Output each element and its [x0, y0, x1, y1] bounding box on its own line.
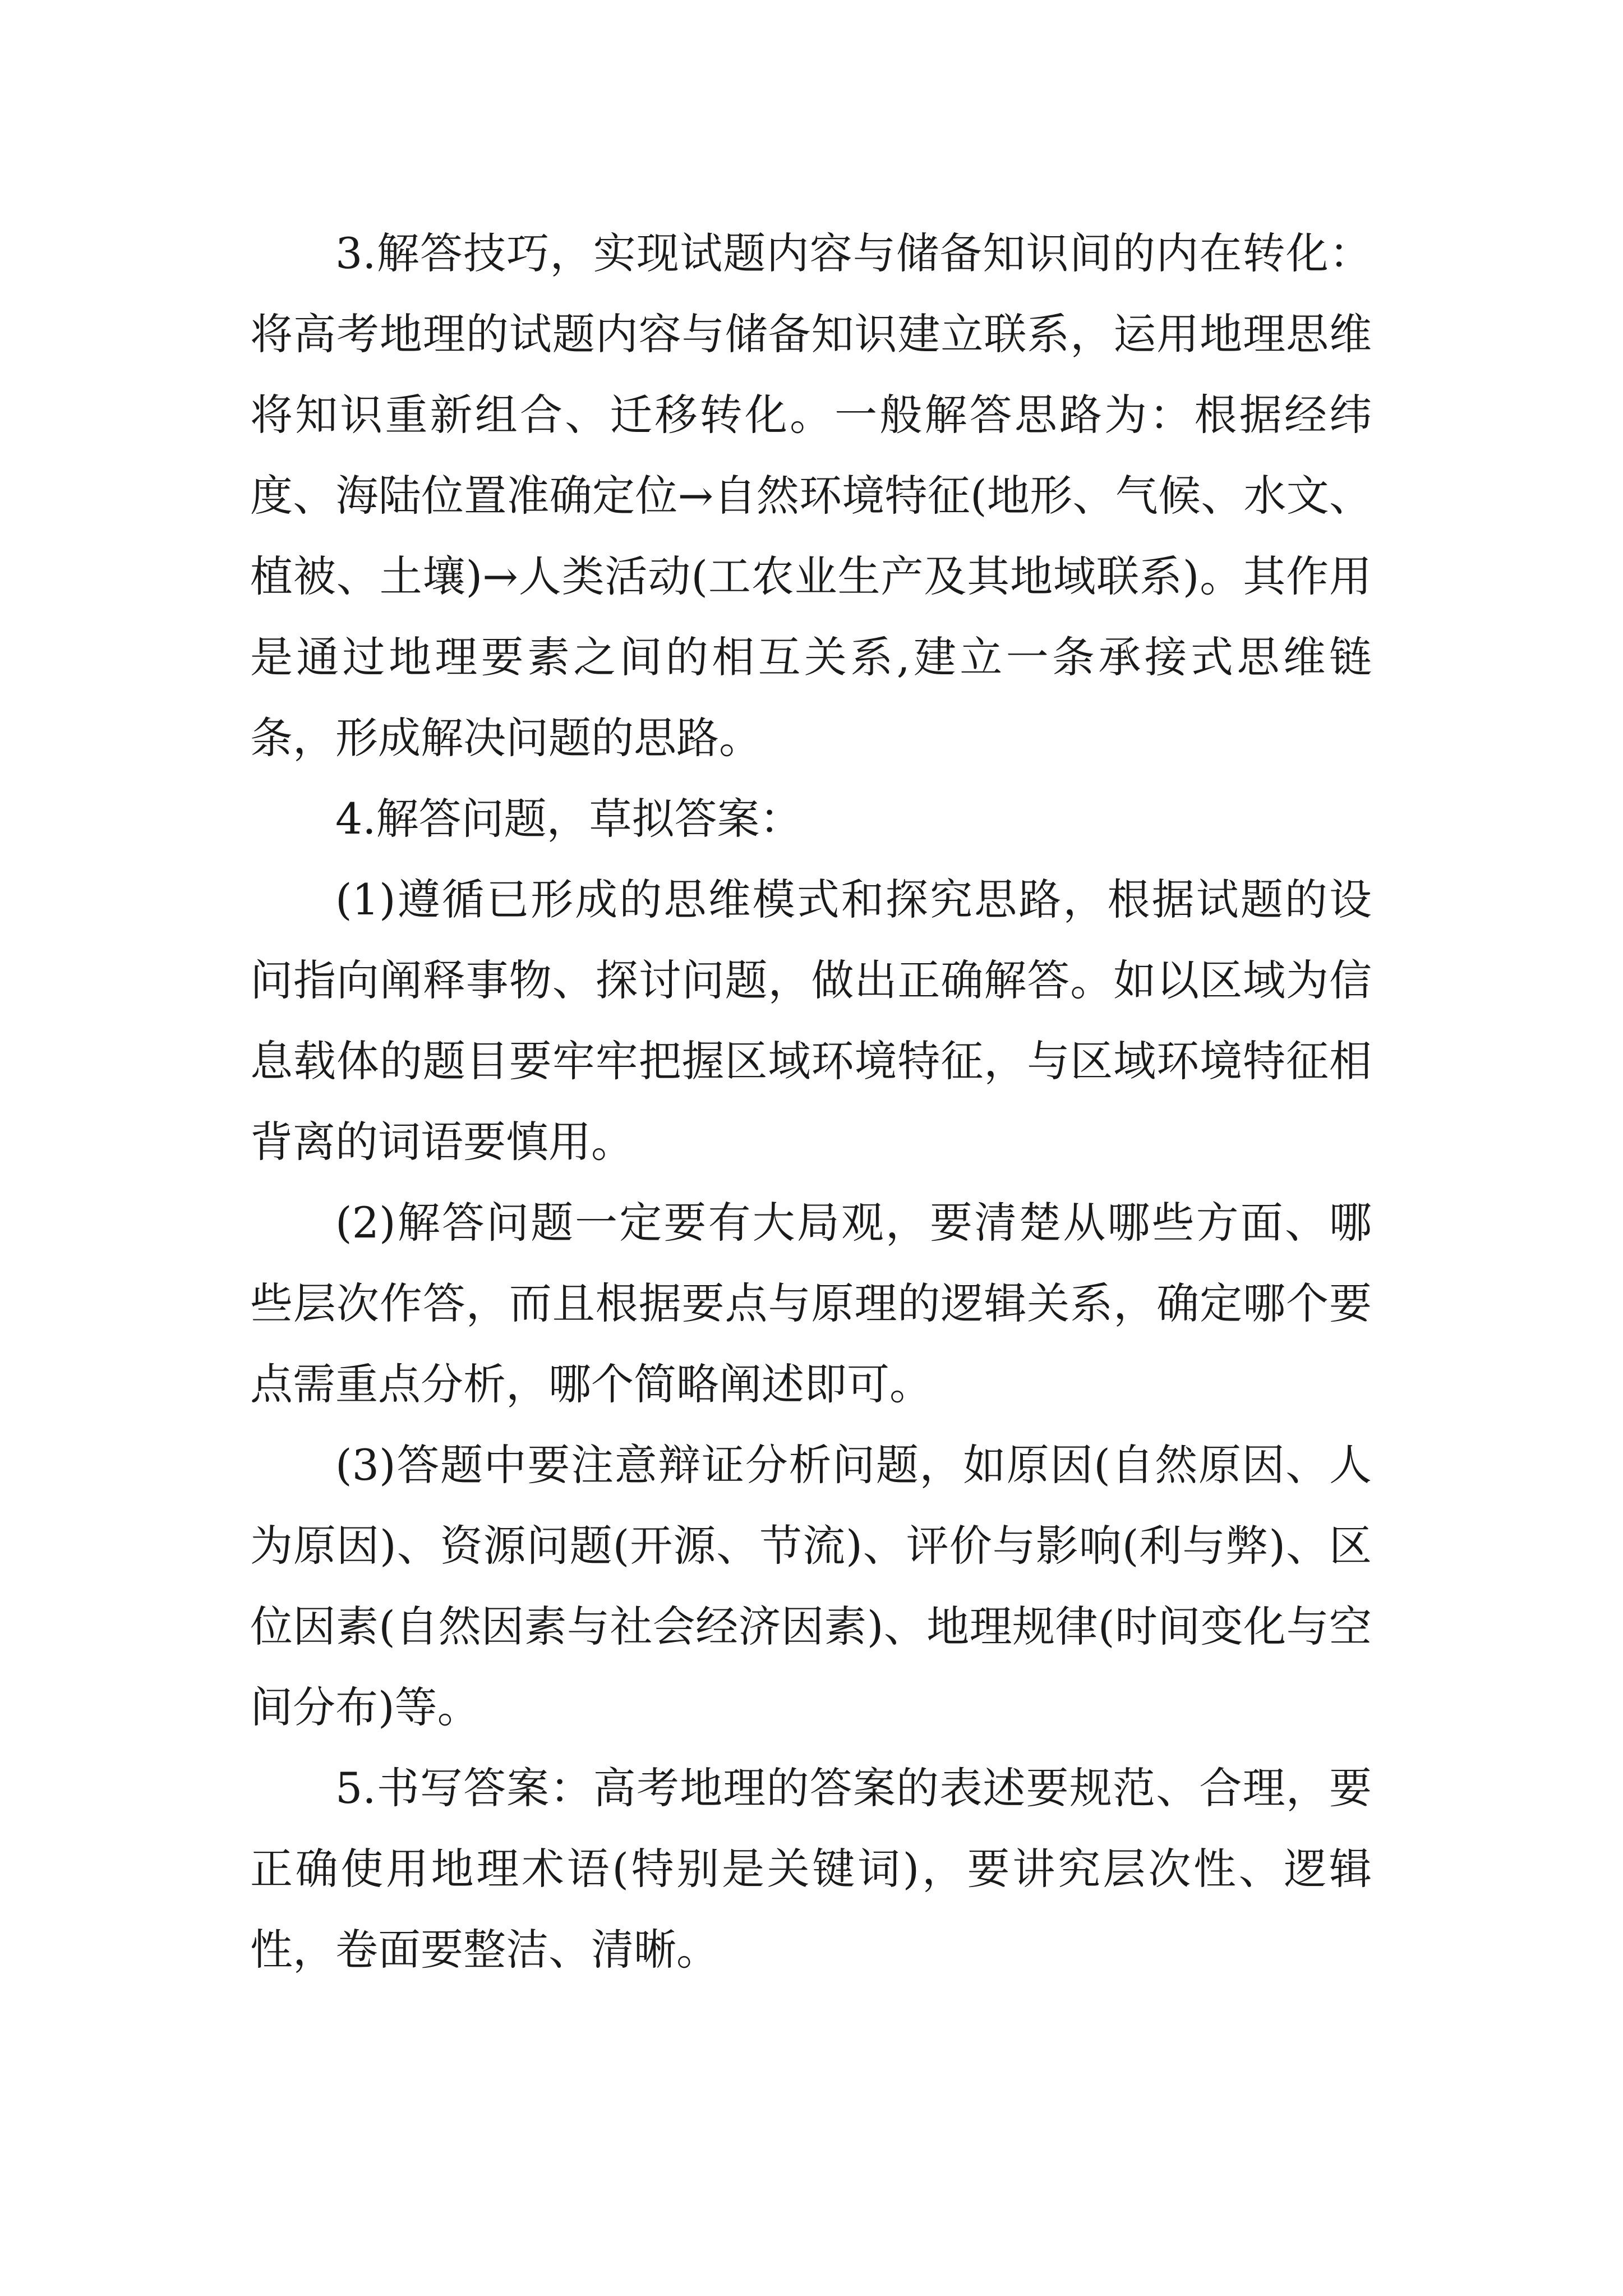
paragraph-point-3: (3)答题中要注意辩证分析问题，如原因(自然原因、人为原因)、资源问题(开源、节流)、评价与影响(利与弊)、区位因素(自然因素与社会经济因素)、地理规律(时间变化与空间分布)等。	[250, 1440, 1372, 1732]
paragraph-answer-draft-heading: 4.解答问题，草拟答案：	[335, 794, 803, 844]
paragraph-point-2: (2)解答问题一定要有大局观，要清楚从哪些方面、哪些层次作答，而且根据要点与原理的逻辑关系，确定哪个要点需重点分析，哪个简略阐述即可。	[250, 1198, 1372, 1409]
paragraph-writing-answer: 5.书写答案：高考地理的答案的表述要规范、合理，要正确使用地理术语(特别是关键词)，要讲究层次性、逻辑性，卷面要整洁、清晰。	[250, 1763, 1372, 1975]
paragraph-point-1: (1)遵循已形成的思维模式和探究思路，根据试题的设问指向阐释事物、探讨问题，做出正确解答。如以区域为信息载体的题目要牢牢把握区域环境特征，与区域环境特征相背离的词语要慎用。	[250, 875, 1372, 1167]
document-body	[250, 213, 1372, 1990]
paragraph-solving-technique: 3.解答技巧，实现试题内容与储备知识间的内在转化：将高考地理的试题内容与储备知识建立联系，运用地理思维将知识重新组合、迁移转化。一般解答思路为：根据经纬度、海陆位置准确定位→自然环境特征(地形、气候、水文、植被、土壤)→人类活动(工农业生产及其地域联系)。其作用是通过地理要素之间的相互关系,建立一条承接式思维链条，形成解决问题的思路。	[250, 228, 1372, 763]
